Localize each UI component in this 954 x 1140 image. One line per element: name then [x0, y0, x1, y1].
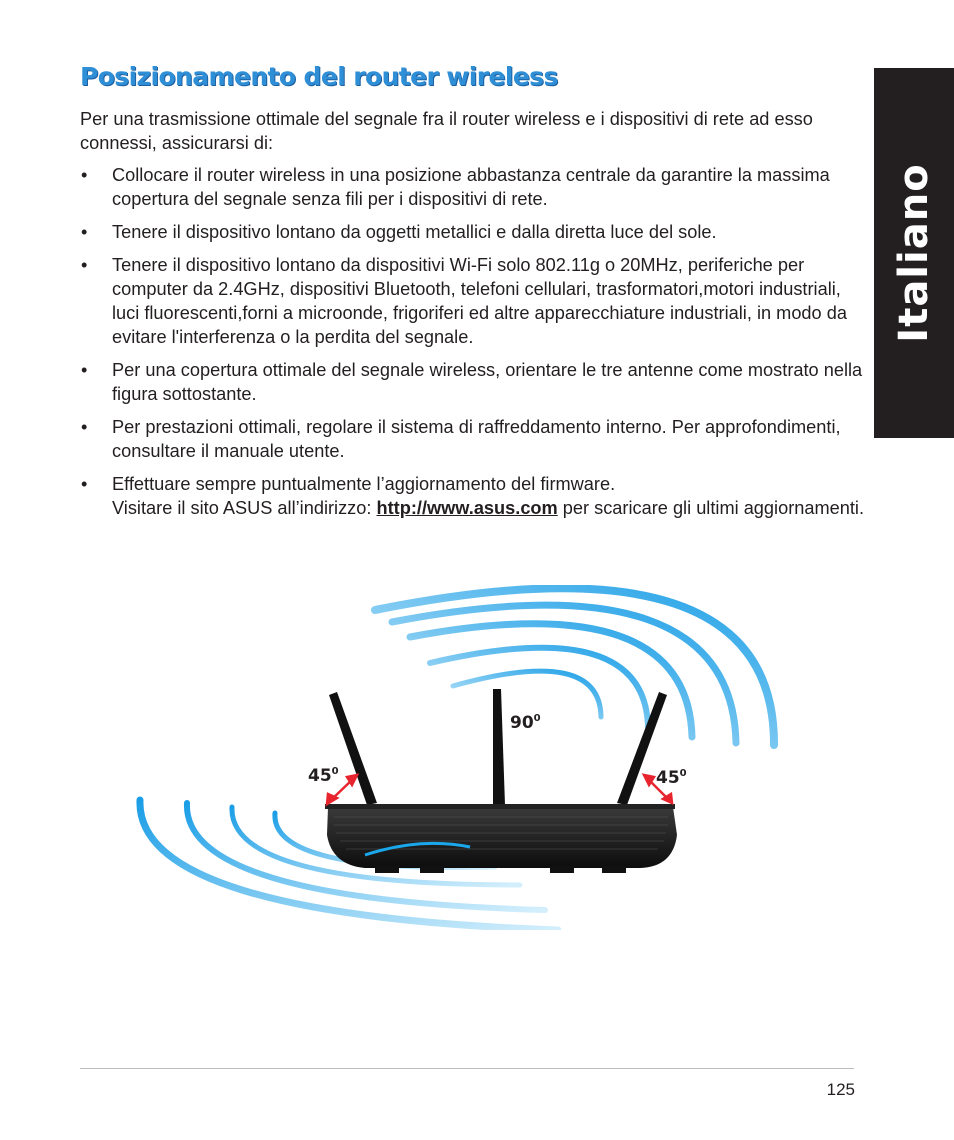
bullet-marker: •: [81, 165, 88, 185]
router-antennas: [329, 689, 667, 805]
firmware-visit-text: Visitare il sito ASUS all’indirizzo:: [112, 498, 377, 518]
router-device: [325, 804, 677, 873]
asus-website-link[interactable]: http://www.asus.com: [376, 498, 558, 518]
antenna-left: [329, 692, 377, 805]
bullet-marker: •: [81, 255, 88, 275]
router-top-panel: [325, 804, 675, 809]
language-side-tab: [874, 68, 954, 438]
guidelines-list: [80, 163, 870, 529]
firmware-line: Effettuare sempre puntualmente l’aggiornamento del firmware.: [112, 474, 616, 494]
router-foot: [602, 866, 626, 873]
router-foot: [420, 866, 444, 873]
list-item: [80, 220, 870, 244]
bullet-marker: •: [81, 474, 88, 494]
footer-rule: [80, 1068, 854, 1069]
router-foot: [375, 866, 399, 873]
bullet-marker: •: [81, 417, 88, 437]
list-item-text: Per una copertura ottimale del segnale wireless, orientare le tre antenne come mostrato nella figura sottostante.: [112, 360, 863, 404]
list-item: [80, 358, 870, 406]
signal-wave: [453, 671, 601, 717]
firmware-suffix-text: per scaricare gli ultimi aggiornamenti.: [557, 498, 865, 518]
list-item-text: Per prestazioni ottimali, regolare il sistema di raffreddamento interno. Per approfondimenti, consultare il manuale utente.: [112, 417, 841, 461]
bullet-marker: •: [81, 360, 88, 380]
page-number: 125: [826, 1080, 855, 1099]
intro-paragraph: Per una trasmissione ottimale del segnale fra il router wireless e i dispositivi di rete ad esso connessi, assicurarsi di:: [80, 109, 813, 153]
list-item-text: Collocare il router wireless in una posizione abbastanza centrale da garantire la massima copertura del segnale senza fili per i dispositivi di rete.: [112, 165, 830, 209]
bullet-marker: •: [81, 222, 88, 242]
antenna-center: [493, 689, 505, 805]
angle-label-center: $90^0$: [510, 713, 541, 733]
page-title: Posizionamento del router wireless: [80, 62, 558, 91]
list-item: [80, 415, 870, 463]
list-item-text: Tenere il dispositivo lontano da oggetti metallici e dalla diretta luce del sole.: [112, 222, 717, 242]
router-antenna-diagram: [120, 585, 800, 930]
router-body: [327, 807, 677, 868]
language-tab-label: Italiano: [891, 163, 937, 343]
angle-label-right: $45^0$: [656, 768, 687, 788]
angle-label-left: $45^0$: [308, 766, 339, 786]
router-foot: [550, 866, 574, 873]
antenna-right: [617, 692, 667, 805]
list-item: [80, 253, 870, 349]
list-item-firmware: [80, 472, 870, 520]
list-item: [80, 163, 870, 211]
list-item-text: Tenere il dispositivo lontano da dispositivi Wi-Fi solo 802.11g o 20MHz, periferiche per computer da 2.4GHz, dispositivi Bluetooth, telefoni cellulari, trasformatori,motori industriali, luci fluorescenti,forni a microonde, frigoriferi ed altre apparecchiature industriali, in modo da evitare l'interferenza o la perdita del segnale.: [112, 255, 847, 347]
upper-signal-waves: [375, 588, 774, 745]
